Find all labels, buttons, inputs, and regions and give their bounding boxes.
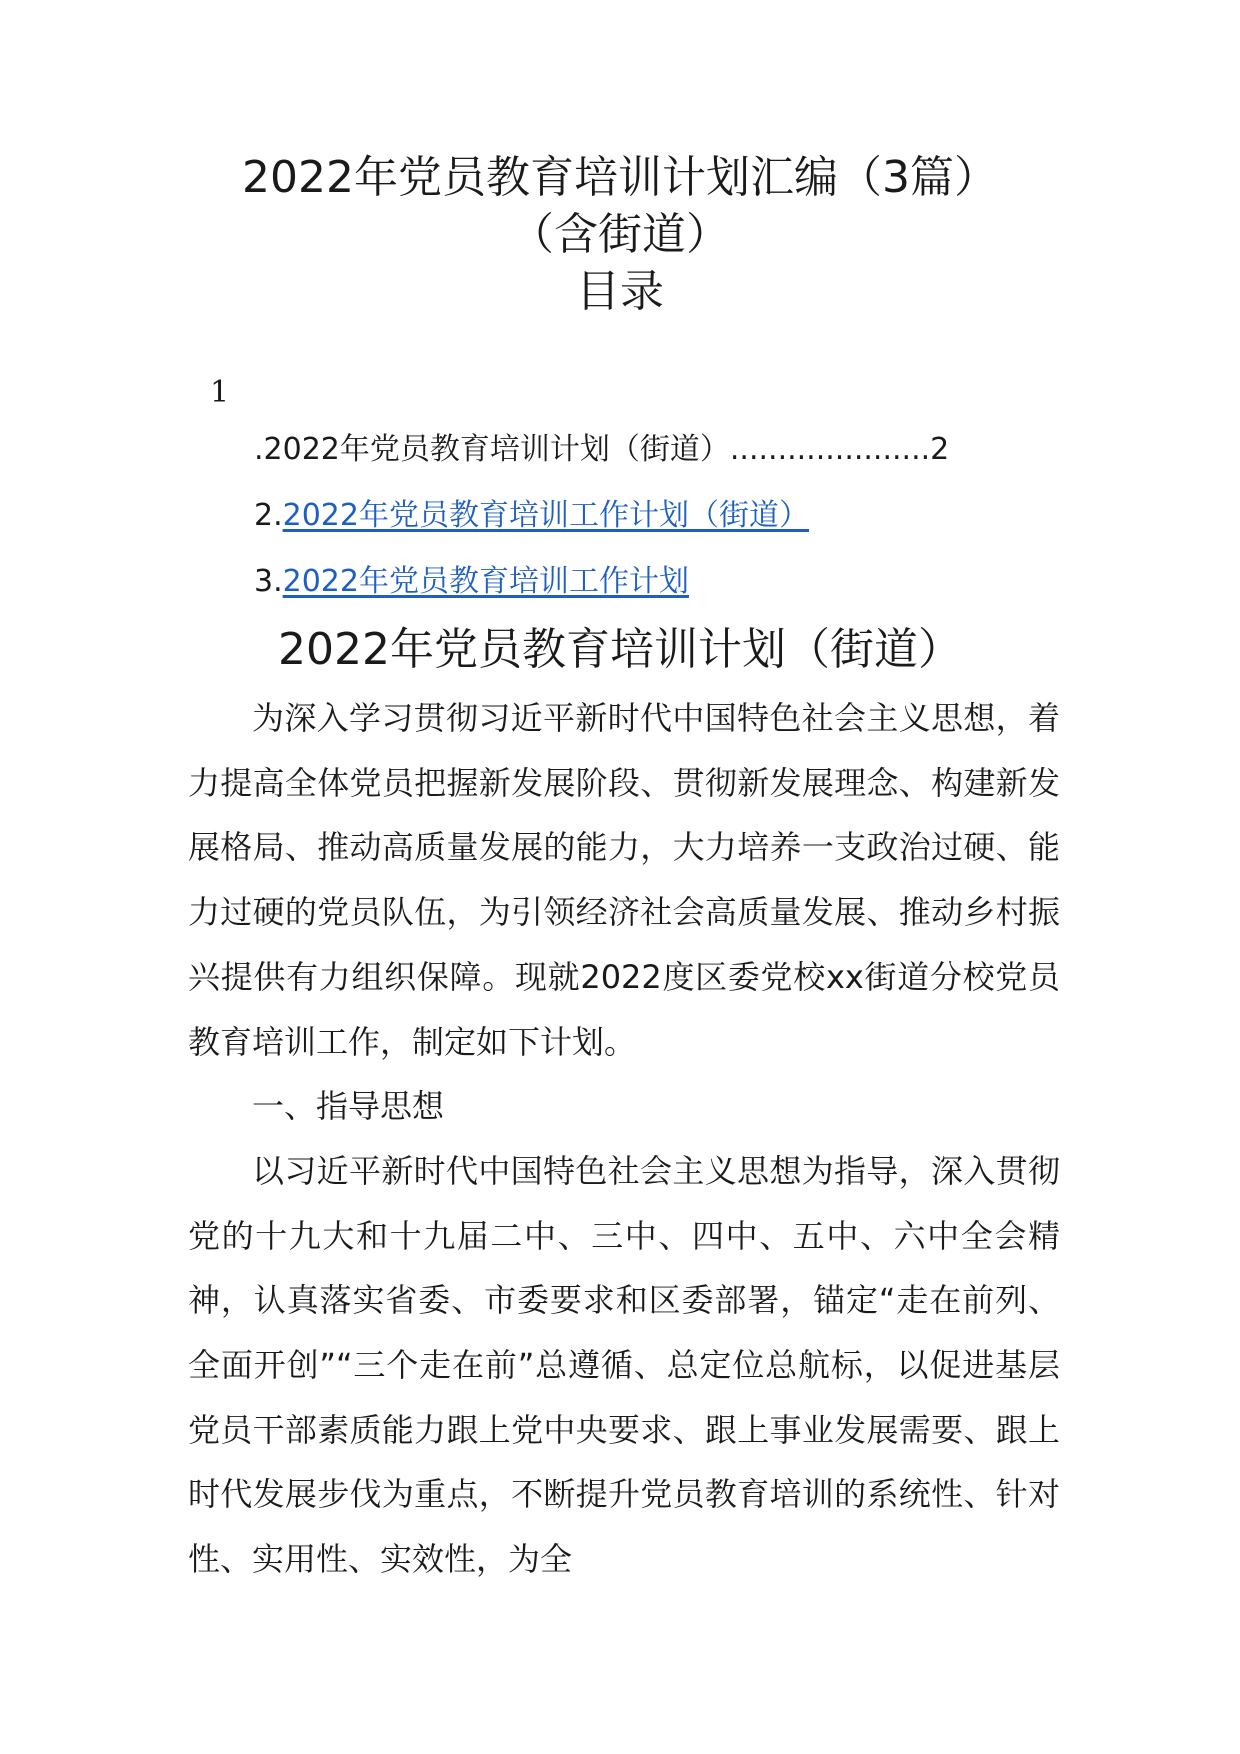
toc-entry-1-text[interactable]: .2022年党员教育培训计划（街道）.....................2	[254, 432, 950, 467]
toc-entry-2[interactable]	[254, 496, 809, 536]
toc-entry-3-prefix: 3.	[254, 564, 283, 599]
body-text	[188, 686, 1060, 1592]
paragraph-intro: 为深入学习贯彻习近平新时代中国特色社会主义思想，着力提高全体党员把握新发展阶段、贯彻新发展理念、构建新发展格局、推动高质量发展的能力，大力培养一支政治过硬、能力过硬的党员队伍，为引领经济社会高质量发展、推动乡村振兴提供有力组织保障。现就2022度区委党校xx街道分校党员教育培训工作，制定如下计划。	[188, 699, 1060, 1061]
toc-entry-2-prefix: 2.	[254, 498, 283, 533]
document-title-line-1: 2022年党员教育培训计划汇编（3篇）	[242, 152, 998, 203]
toc-entry-3-link[interactable]: 2022年党员教育培训工作计划	[282, 564, 689, 599]
toc-entry-3[interactable]	[254, 562, 689, 602]
toc-number: 1	[210, 375, 230, 410]
section-title: 2022年党员教育培训计划（街道）	[278, 624, 962, 675]
document-title-line-2: （含街道）	[510, 209, 730, 260]
heading-guiding-thought: 一、指导思想	[252, 1087, 445, 1126]
toc-heading: 目录	[576, 266, 664, 317]
paragraph-guiding-thought: 以习近平新时代中国特色社会主义思想为指导，深入贯彻党的十九大和十九届二中、三中、四中、五中、六中全会精神，认真落实省委、市委要求和区委部署，锚定“走在前列、全面开创”“三个走在前”总遵循、总定位总航标，以促进基层党员干部素质能力跟上党中央要求、跟上事业发展需要、跟上时代发展步伐为重点，不断提升党员教育培训的系统性、针对性、实用性、实效性，为全	[188, 1151, 1060, 1579]
toc-entry-1[interactable]	[254, 430, 949, 470]
toc-entry-2-link[interactable]: 2022年党员教育培训工作计划（街道）	[282, 498, 809, 533]
